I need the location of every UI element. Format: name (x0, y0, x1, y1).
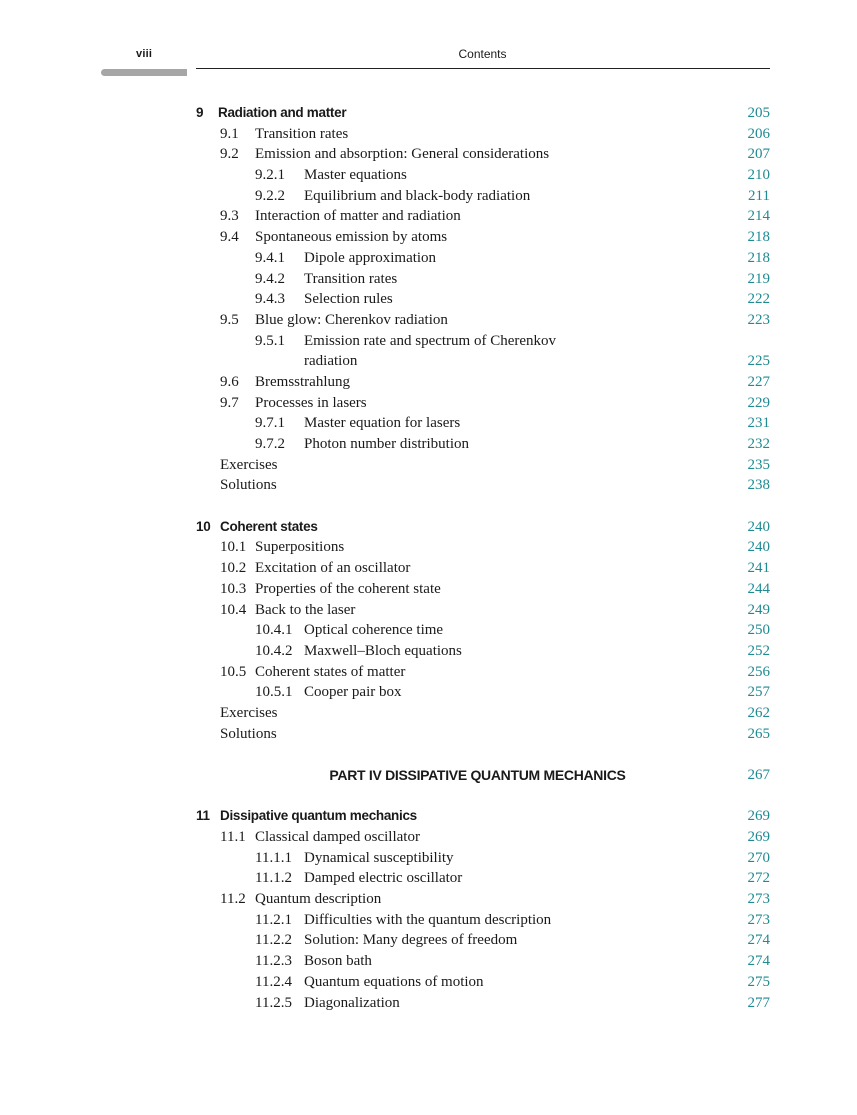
spacer (0, 744, 857, 760)
section-title: Processes in lasers (255, 394, 367, 411)
section-title: Superpositions (255, 539, 345, 556)
thumb-tab-marker (101, 69, 187, 76)
toc-entry[interactable] (0, 269, 857, 290)
page-number: 238 (747, 477, 770, 494)
entry-title: Exercises (220, 456, 278, 473)
chapter-title: Coherent states (220, 518, 318, 534)
page-number: 275 (747, 973, 770, 990)
toc-entry[interactable] (0, 951, 857, 972)
section-number: 9.1 (220, 125, 239, 142)
page-number: 227 (747, 373, 770, 390)
subsection-title: Master equation for lasers (304, 415, 461, 432)
page-number: 211 (748, 187, 770, 204)
section-title: Spontaneous emission by atoms (255, 229, 448, 246)
section-number: 9.2 (220, 146, 239, 163)
toc-entry[interactable] (0, 393, 857, 414)
chapter-title: Dissipative quantum mechanics (220, 808, 417, 824)
subsection-title: Damped electric oscillator (304, 870, 463, 887)
page-number: 218 (747, 249, 770, 266)
section-title: Emission and absorption: General considerations (255, 146, 550, 163)
toc-entry[interactable] (0, 930, 857, 951)
page-number: 219 (747, 270, 770, 287)
subsection-number: 11.1.2 (255, 870, 292, 887)
page-number: 262 (747, 704, 770, 721)
spacer (0, 496, 857, 517)
section-title: Classical damped oscillator (255, 829, 420, 845)
subsection-title: Difficulties with the quantum description (304, 911, 552, 928)
subsection-title: Diagonalization (304, 994, 400, 1011)
subsection-title: Emission rate and spectrum of Cherenkov (304, 332, 557, 349)
subsection-number: 9.7.2 (255, 436, 285, 452)
subsection-number: 10.5.1 (255, 684, 293, 701)
subsection-title-continued: radiation (304, 353, 358, 370)
section-title: Blue glow: Cherenkov radiation (255, 311, 448, 328)
subsection-title: Dynamical susceptibility (304, 849, 454, 866)
chapter-number: 11 (196, 808, 210, 824)
subsection-title: Transition rates (304, 270, 398, 287)
page-number: 229 (747, 394, 770, 411)
toc-entry-solutions[interactable] (0, 475, 857, 496)
section-title: Excitation of an oscillator (255, 560, 411, 577)
page-number: 274 (747, 932, 770, 949)
chapter-number: 10 (196, 518, 211, 534)
section-number: 11.1 (220, 829, 246, 845)
subsection-number: 11.2.5 (255, 994, 292, 1011)
subsection-title: Maxwell–Bloch equations (304, 642, 462, 659)
toc-entry-solutions[interactable] (0, 724, 857, 745)
toc-chapter-9[interactable] (0, 103, 857, 124)
subsection-title: Equilibrium and black-body radiation (304, 187, 531, 204)
toc-entry[interactable] (0, 579, 857, 600)
section-number: 9.6 (220, 373, 239, 390)
subsection-number: 9.2.2 (255, 187, 285, 204)
page-number: 235 (747, 456, 770, 473)
page-number: 272 (747, 870, 770, 887)
page-number: 218 (747, 229, 770, 246)
header-rule (196, 68, 770, 69)
entry-title: Solutions (220, 725, 277, 742)
section-number: 11.2 (220, 891, 246, 908)
toc-chapter-11[interactable] (0, 806, 857, 827)
section-number: 9.4 (220, 229, 239, 246)
page-number: 231 (747, 415, 770, 432)
page-number: 214 (747, 208, 770, 225)
section-title: Properties of the coherent state (255, 580, 441, 597)
toc-entry[interactable] (0, 827, 857, 848)
section-number: 10.5 (220, 663, 247, 680)
page-number: 250 (747, 622, 770, 639)
toc-entry[interactable] (0, 372, 857, 393)
toc-entry[interactable] (0, 662, 857, 683)
running-head (0, 46, 857, 66)
toc-entry[interactable] (0, 206, 857, 227)
toc-entry[interactable] (0, 558, 857, 579)
section-number: 9.3 (220, 208, 239, 225)
toc-part-4[interactable] (0, 760, 857, 790)
subsection-number: 11.2.4 (255, 973, 292, 990)
page-number: 206 (747, 125, 770, 142)
section-number: 10.3 (220, 580, 247, 597)
toc-entry[interactable] (0, 993, 857, 1014)
entry-title: Solutions (220, 477, 277, 494)
section-title: Back to the laser (255, 601, 356, 618)
toc-chapter-10[interactable] (0, 517, 857, 538)
page-number: 269 (747, 829, 770, 845)
page-number: 240 (747, 518, 770, 535)
section-number: 9.5 (220, 311, 239, 328)
section-number: 10.2 (220, 560, 247, 577)
toc-entry[interactable] (0, 434, 857, 455)
toc-entry[interactable] (0, 186, 857, 207)
subsection-title: Optical coherence time (304, 622, 444, 639)
subsection-number: 11.2.2 (255, 932, 292, 949)
toc-entry[interactable] (0, 124, 857, 145)
toc-entry[interactable] (0, 248, 857, 269)
subsection-number: 11.2.3 (255, 953, 292, 970)
page-number: 274 (747, 953, 770, 970)
subsection-title: Boson bath (304, 953, 372, 970)
toc-entry[interactable] (0, 620, 857, 641)
subsection-title: Photon number distribution (304, 436, 469, 452)
toc-entry[interactable] (0, 910, 857, 931)
page-number: 223 (747, 311, 770, 328)
toc-entry[interactable] (0, 682, 857, 703)
toc-entry[interactable] (0, 641, 857, 662)
toc-entry[interactable] (0, 972, 857, 993)
page-number: 257 (747, 684, 770, 701)
spacer (0, 790, 857, 806)
section-title: Coherent states of matter (255, 663, 406, 680)
subsection-title: Master equations (304, 167, 407, 184)
page-number: 265 (747, 725, 770, 742)
page-number: 277 (747, 994, 770, 1011)
subsection-title: Cooper pair box (304, 684, 402, 701)
section-number: 9.7 (220, 394, 239, 411)
running-head-title: Contents (458, 47, 507, 61)
section-title: Transition rates (255, 125, 349, 142)
subsection-title: Dipole approximation (304, 249, 437, 266)
page-number: 270 (747, 849, 770, 866)
page-number: 241 (747, 560, 770, 577)
toc-entry[interactable] (0, 868, 857, 889)
toc-entry[interactable] (0, 310, 857, 331)
subsection-number: 9.4.3 (255, 291, 285, 308)
page-number: 207 (747, 146, 770, 163)
page-folio: viii (136, 48, 153, 60)
page-number: 269 (747, 808, 770, 825)
toc-entry[interactable] (0, 537, 857, 558)
subsection-title: Solution: Many degrees of freedom (304, 932, 518, 949)
toc-entry[interactable] (0, 413, 857, 434)
chapter-title: Radiation and matter (218, 105, 347, 120)
section-number: 10.1 (220, 539, 247, 556)
page-number: 225 (747, 353, 770, 370)
table-of-contents (0, 103, 857, 1013)
toc-entry-continuation[interactable] (0, 351, 857, 372)
page-number: 267 (747, 767, 770, 784)
subsection-title: Quantum equations of motion (304, 973, 484, 990)
toc-entry[interactable] (0, 227, 857, 248)
section-number: 10.4 (220, 601, 247, 618)
section-title: Quantum description (255, 891, 382, 908)
page-number: 240 (747, 539, 770, 556)
subsection-number: 9.2.1 (255, 167, 285, 184)
page-number: 232 (747, 436, 770, 452)
subsection-number: 10.4.1 (255, 622, 293, 639)
page-number: 273 (747, 891, 770, 908)
toc-entry[interactable] (0, 848, 857, 869)
page-number: 205 (747, 105, 770, 121)
page-number: 256 (747, 663, 770, 680)
page-number: 222 (747, 291, 770, 308)
subsection-number: 9.7.1 (255, 415, 285, 432)
toc-entry[interactable] (0, 600, 857, 621)
page-number: 210 (747, 167, 770, 184)
subsection-number: 9.4.2 (255, 270, 285, 287)
page-number: 249 (747, 601, 770, 618)
subsection-number: 9.5.1 (255, 332, 285, 349)
page-number: 252 (747, 642, 770, 659)
toc-entry-exercises[interactable] (0, 703, 857, 724)
subsection-number: 10.4.2 (255, 642, 293, 659)
toc-entry[interactable] (0, 144, 857, 165)
subsection-number: 11.2.1 (255, 911, 292, 928)
part-title: PART IV DISSIPATIVE QUANTUM MECHANICS (329, 767, 626, 784)
toc-entry-exercises[interactable] (0, 455, 857, 476)
subsection-number: 11.1.1 (255, 849, 292, 866)
section-title: Bremsstrahlung (255, 373, 350, 390)
toc-entry[interactable] (0, 165, 857, 186)
toc-entry[interactable] (0, 889, 857, 910)
chapter-number: 9 (196, 105, 204, 120)
subsection-number: 9.4.1 (255, 249, 285, 266)
section-title: Interaction of matter and radiation (255, 208, 461, 225)
subsection-title: Selection rules (304, 291, 393, 308)
toc-entry[interactable] (0, 331, 857, 352)
entry-title: Exercises (220, 704, 278, 721)
page-number: 273 (747, 911, 770, 928)
page-number: 244 (747, 580, 770, 597)
toc-entry[interactable] (0, 289, 857, 310)
